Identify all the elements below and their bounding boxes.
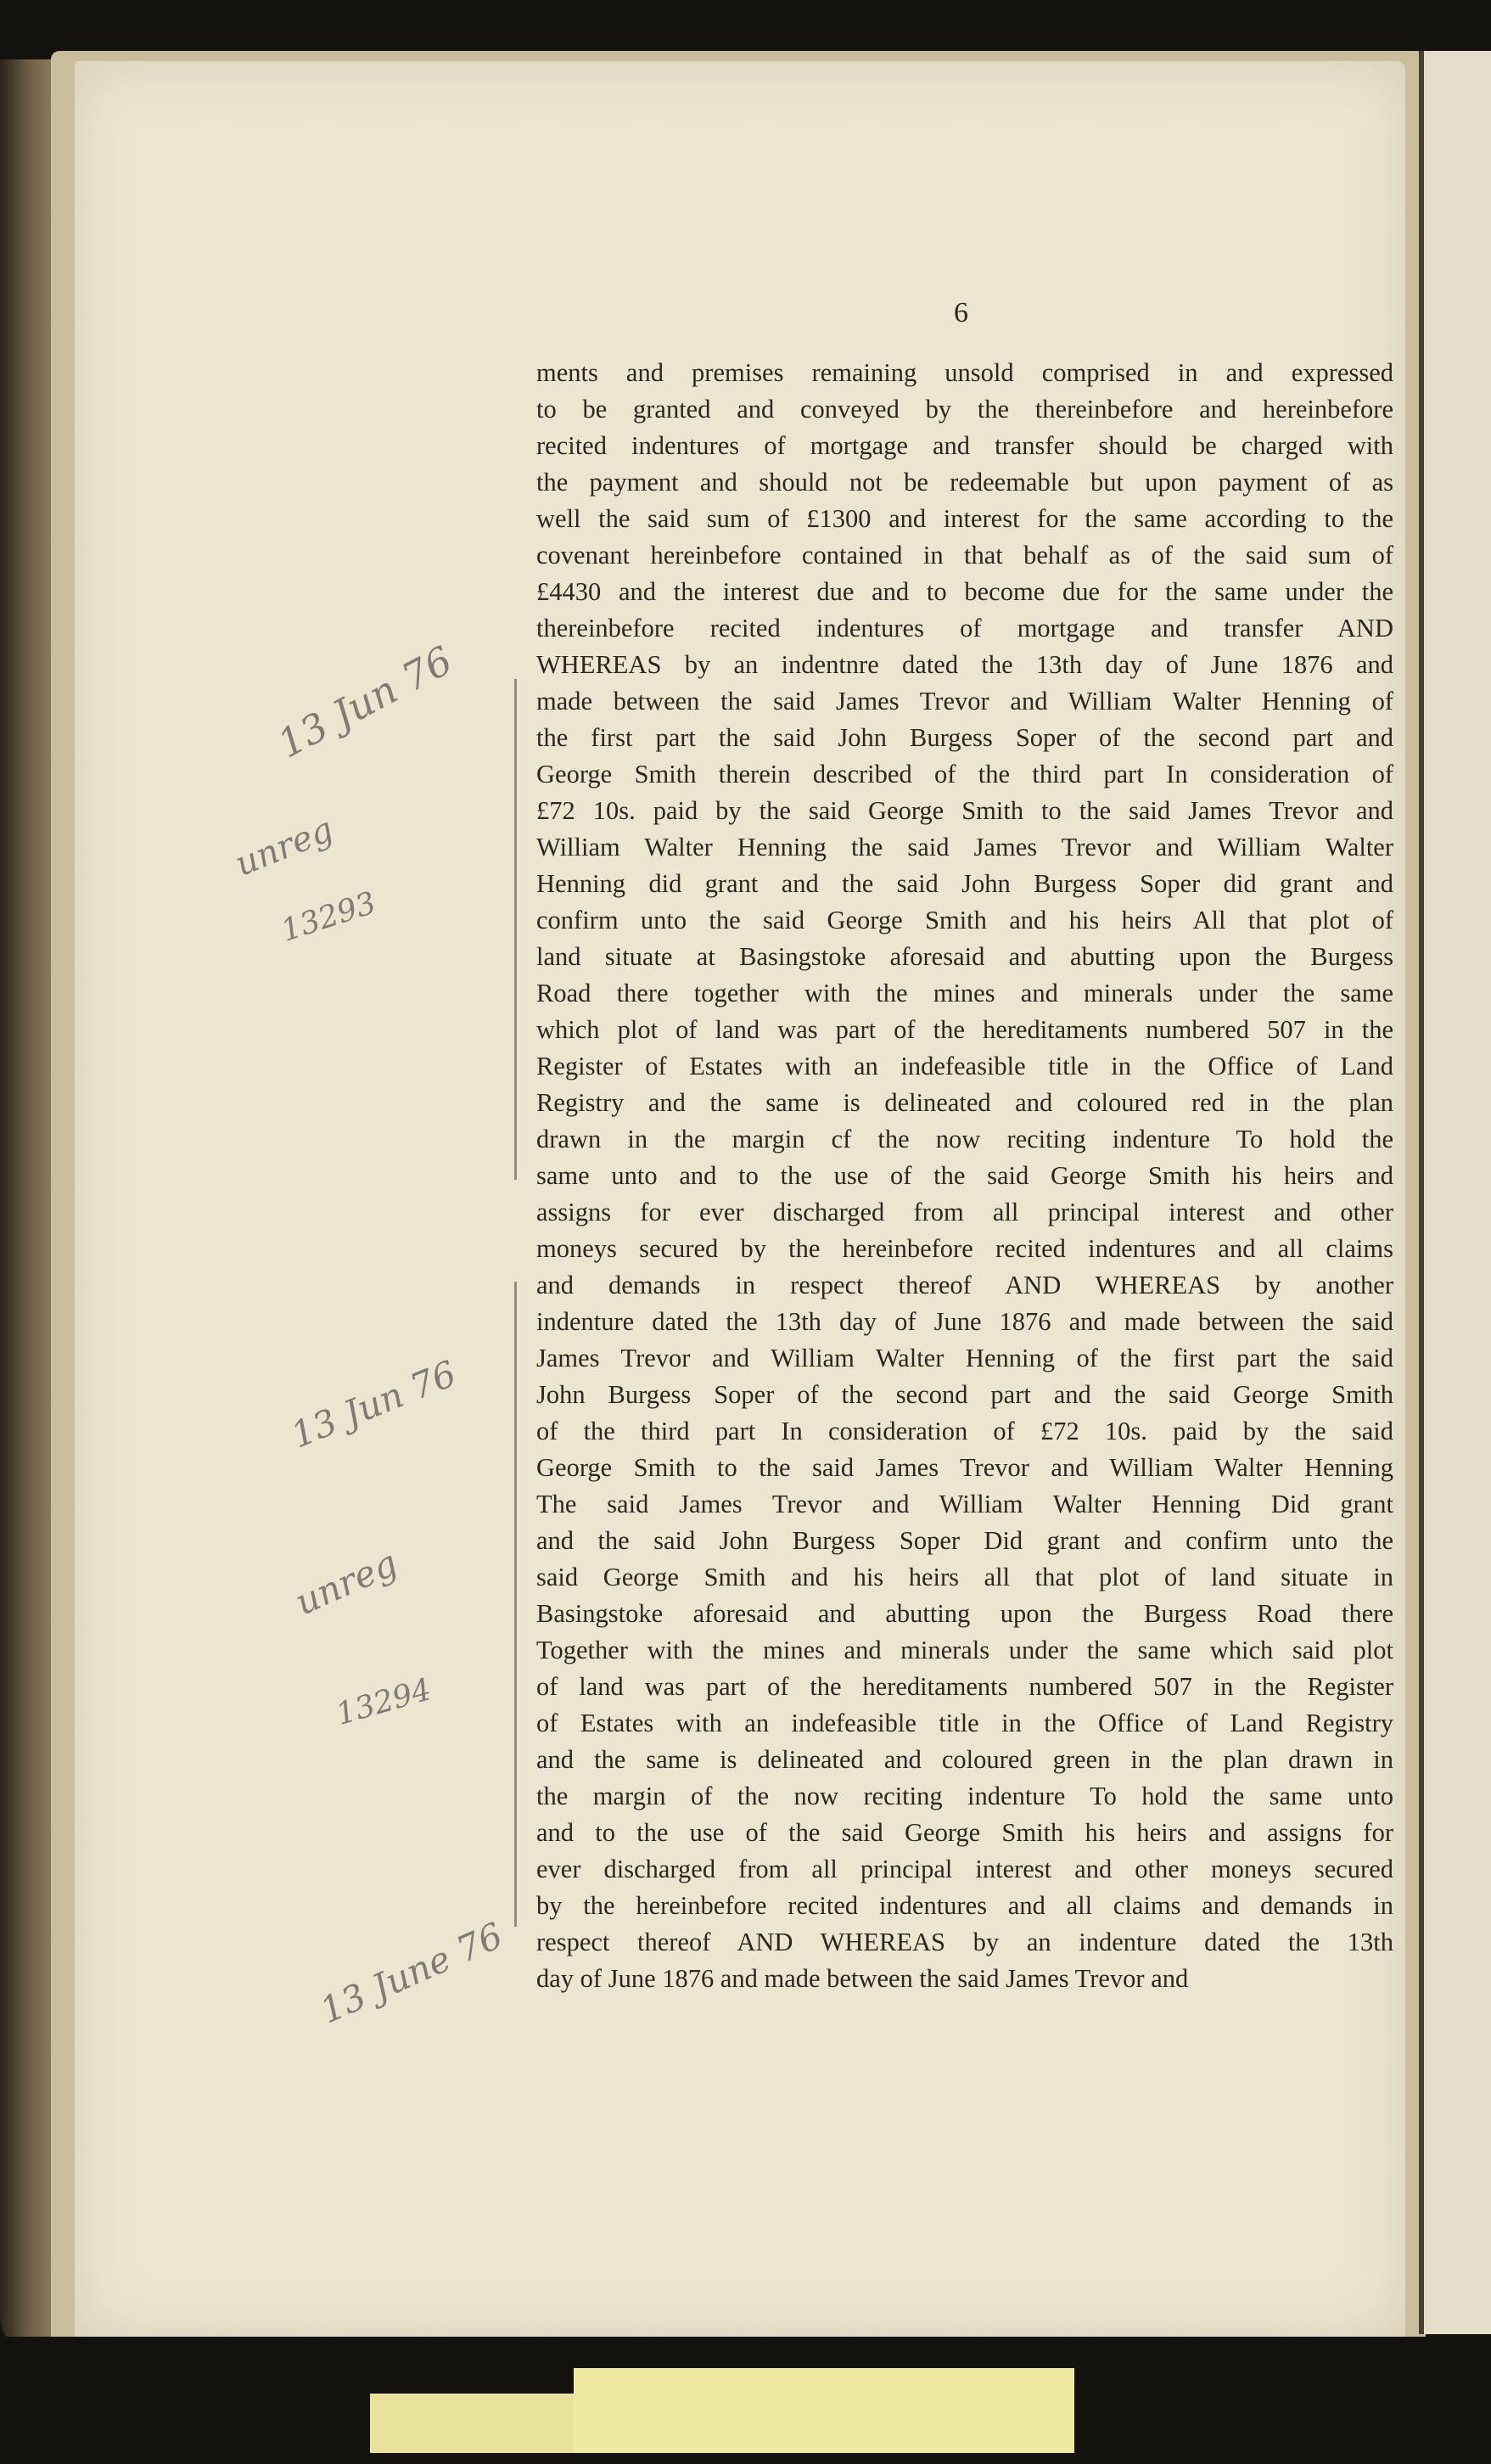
text-line: Road there together with the mines and minerals under the same [536,979,1393,1007]
text-line: £72 10s. paid by the said George Smith to the said James Trevor and [536,796,1393,825]
text-line: assigns for ever discharged from all principal interest and other [536,1198,1393,1226]
text-line: the first part the said John Burgess Soper of the second part and [536,723,1393,752]
margin-bracket-1 [514,679,517,1180]
text-line: George Smith to the said James Trevor and William Walter Henning [536,1453,1393,1482]
text-line: recited indentures of mortgage and transfer should be charged with [536,431,1393,460]
text-line: £4430 and the interest due and to become due for the same under the [536,577,1393,606]
text-line: and the same is delineated and coloured green in the plan drawn in [536,1745,1393,1774]
text-line: of land was part of the hereditaments numbered 507 in the Register [536,1672,1393,1701]
margin-note-date-3: 13 June 76 [313,1914,509,2032]
text-line: Henning did grant and the said John Burgess Soper did grant and [536,869,1393,898]
text-line: indenture dated the 13th day of June 1876 and made between the said [536,1307,1393,1336]
margin-note-word-1: unreg [229,810,339,884]
text-line: the payment and should not be redeemable but upon payment of as [536,468,1393,497]
text-line: said George Smith and his heirs all that plot of land situate in [536,1563,1393,1591]
text-line: by the hereinbefore recited indentures and all claims and demands in [536,1891,1393,1920]
text-line: and to the use of the said George Smith his heirs and assigns for [536,1818,1393,1847]
margin-note-word-2: unreg [289,1541,404,1624]
margin-bracket-2 [514,1282,517,1927]
index-tab-right [574,2368,1074,2453]
text-line: WHEREAS by an indentnre dated the 13th day of June 1876 and [536,650,1393,679]
text-line: to be granted and conveyed by the thereinbefore and hereinbefore [536,395,1393,424]
text-line: The said James Trevor and William Walter Henning Did grant [536,1490,1393,1518]
text-line: covenant hereinbefore contained in that behalf as of the said sum of [536,541,1393,570]
text-line: of Estates with an indefeasible title in the Office of Land Registry [536,1709,1393,1737]
text-line: day of June 1876 and made between the said James Trevor and [536,1964,1189,1993]
text-line: and demands in respect thereof AND WHEREAS by another [536,1271,1393,1299]
index-tab-left [370,2394,574,2453]
text-line: ments and premises remaining unsold comprised in and expressed [536,358,1393,387]
text-line: which plot of land was part of the hereditaments numbered 507 in the [536,1015,1393,1044]
text-line: confirm unto the said George Smith and his heirs All that plot of [536,906,1393,935]
text-line: Register of Estates with an indefeasible title in the Office of Land [536,1052,1393,1080]
margin-note-date-1: 13 Jun 76 [270,637,460,767]
text-line: moneys secured by the hereinbefore recited indentures and all claims [536,1234,1393,1263]
margin-note-number-2: 13294 [332,1672,435,1732]
text-line: thereinbefore recited indentures of mortgage and transfer AND [536,614,1393,643]
text-line: land situate at Basingstoke aforesaid and abutting upon the Burgess [536,942,1393,971]
text-line: Together with the mines and minerals under the same which said plot [536,1636,1393,1664]
text-line: ever discharged from all principal interest and other moneys secured [536,1855,1393,1883]
text-line: George Smith therein described of the third part In consideration of [536,760,1393,789]
text-line: same unto and to the use of the said George Smith his heirs and [536,1161,1393,1190]
margin-note-number-1: 13293 [277,885,381,949]
text-line: of the third part In consideration of £72 10s. paid by the said [536,1417,1393,1445]
text-line: Registry and the same is delineated and coloured red in the plan [536,1088,1393,1117]
page-number: 6 [954,297,968,328]
text-line: John Burgess Soper of the second part and the said George Smith [536,1380,1393,1409]
text-line: James Trevor and William Walter Henning of the first part the said [536,1344,1393,1372]
text-line: the margin of the now reciting indenture To hold the same unto [536,1782,1393,1810]
margin-note-date-2: 13 Jun 76 [285,1352,462,1457]
facing-page-edge [1419,51,1491,2334]
text-line: drawn in the margin cf the now reciting indenture To hold the [536,1125,1393,1153]
text-line: respect thereof AND WHEREAS by an indenture dated the 13th [536,1928,1393,1956]
text-line: William Walter Henning the said James Trevor and William Walter [536,833,1393,862]
text-line: Basingstoke aforesaid and abutting upon the Burgess Road there [536,1599,1393,1628]
text-line: well the said sum of £1300 and interest for the same according to the [536,504,1393,533]
text-line: made between the said James Trevor and William Walter Henning of [536,687,1393,716]
body-text [536,355,1393,1997]
text-line: and the said John Burgess Soper Did grant and confirm unto the [536,1526,1393,1555]
